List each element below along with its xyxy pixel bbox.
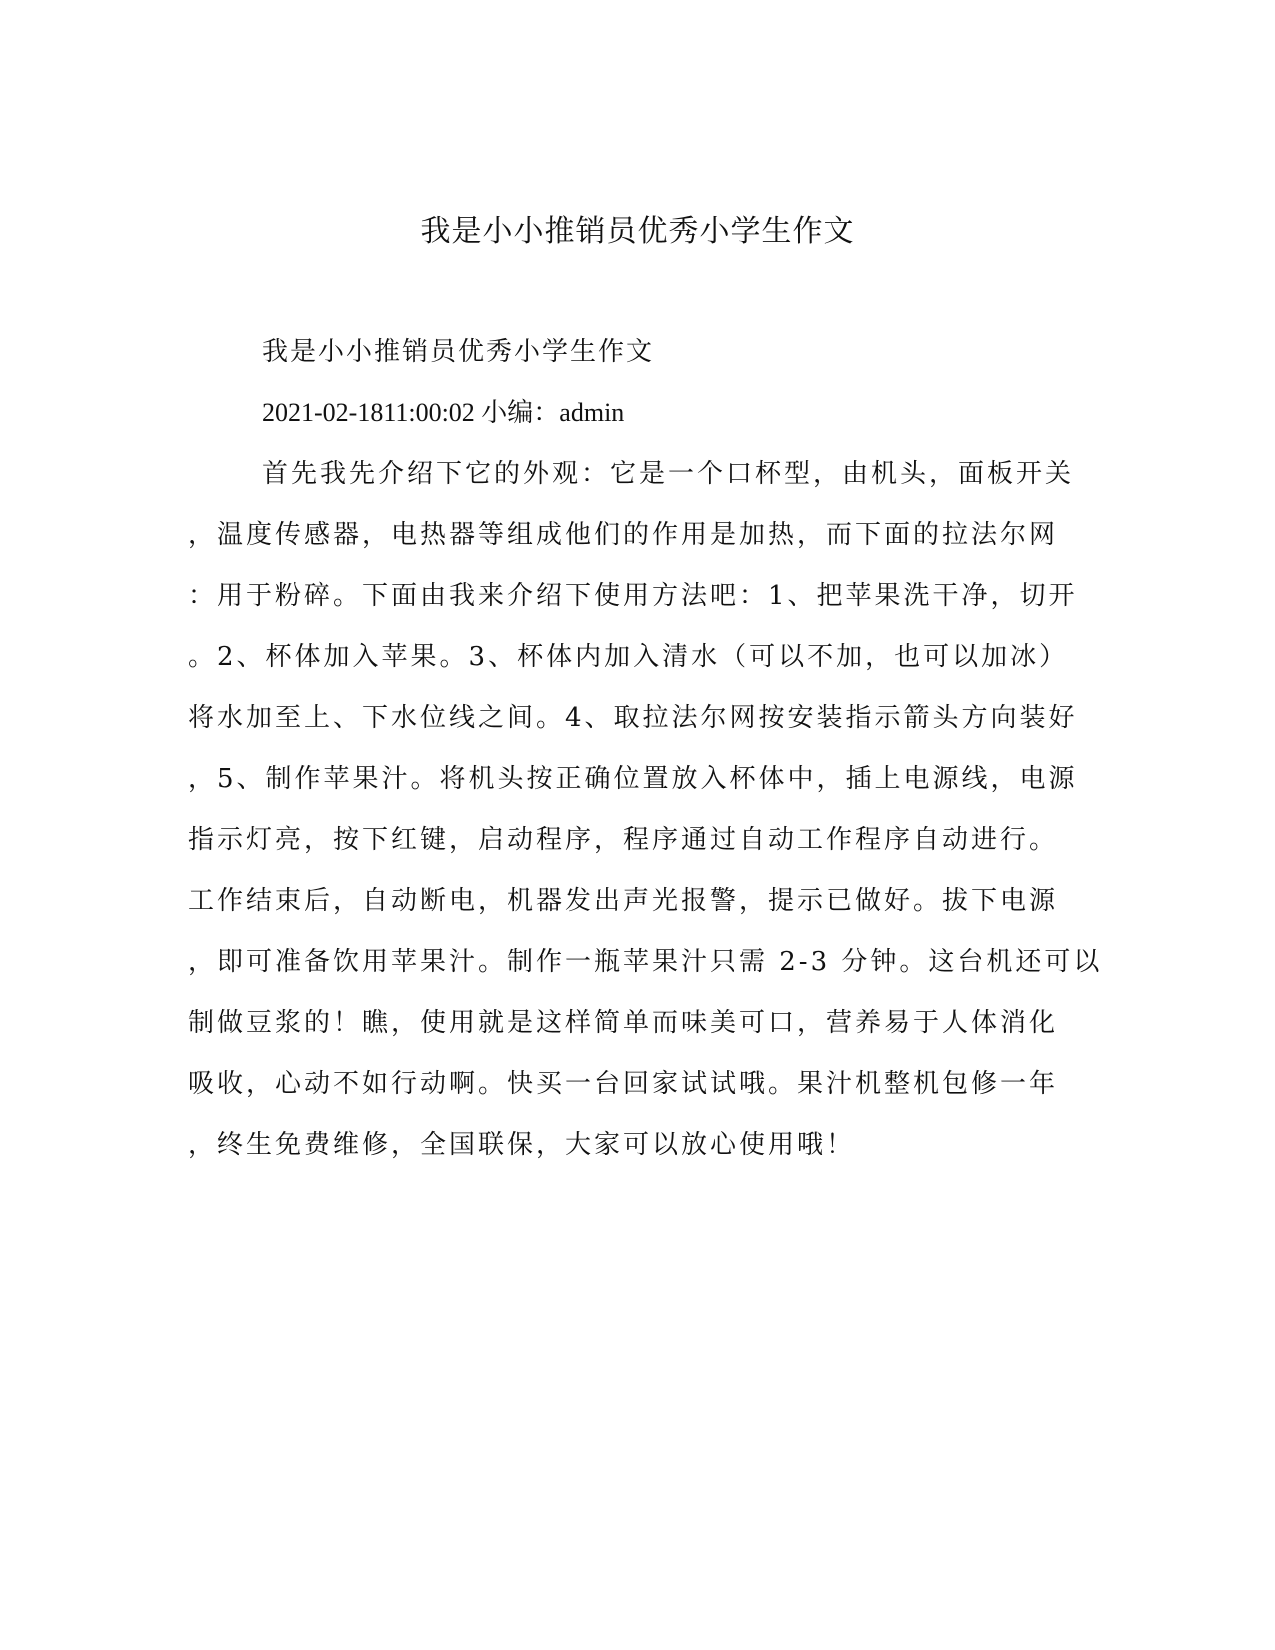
paragraph-line: 指示灯亮，按下红键，启动程序，程序通过自动工作程序自动进行。 xyxy=(188,825,1059,855)
paragraph-line: 。2、杯体加入苹果。3、杯体内加入清水（可以不加，也可以加冰） xyxy=(188,642,1069,672)
paragraph-line: ，5、制作苹果汁。将机头按正确位置放入杯体中，插上电源线，电源 xyxy=(188,764,1078,794)
article-meta: 2021-02-1811:00:02 小编：admin xyxy=(262,398,625,427)
paragraph-line: ：用于粉碎。下面由我来介绍下使用方法吧：1、把苹果洗干净，切开 xyxy=(188,581,1078,611)
paragraph-line: 吸收，心动不如行动啊。快买一台回家试试哦。果汁机整机包修一年 xyxy=(188,1069,1059,1099)
paragraph-line: 制做豆浆的！瞧，使用就是这样简单而味美可口，营养易于人体消化 xyxy=(188,1008,1059,1038)
document-body xyxy=(188,332,1103,1186)
paragraph-line: 首先我先介绍下它的外观：它是一个口杯型，由机头，面板开关 xyxy=(262,459,1075,489)
paragraph-line: ，即可准备饮用苹果汁。制作一瓶苹果汁只需 2-3 分钟。这台机还可以 xyxy=(188,947,1103,977)
paragraph-line: ，温度传感器，电热器等组成他们的作用是加热，而下面的拉法尔网 xyxy=(188,520,1059,550)
paragraph-line: ，终生免费维修，全国联保，大家可以放心使用哦！ xyxy=(188,1130,856,1160)
paragraph-line: 将水加至上、下水位线之间。4、取拉法尔网按安装指示箭头方向装好 xyxy=(188,703,1078,733)
document-title: 我是小小推销员优秀小学生作文 xyxy=(420,214,855,249)
article-subtitle: 我是小小推销员优秀小学生作文 xyxy=(262,337,655,367)
paragraph-line: 工作结束后，自动断电，机器发出声光报警，提示已做好。拔下电源 xyxy=(188,886,1059,916)
